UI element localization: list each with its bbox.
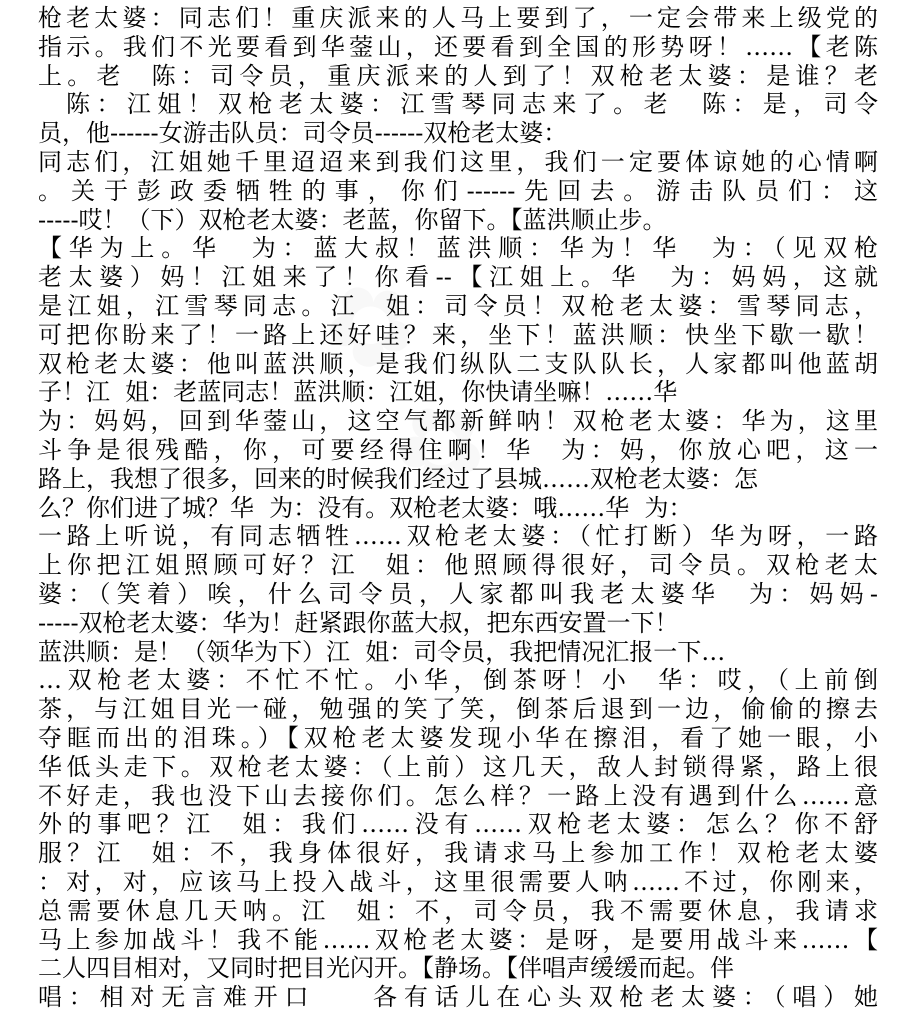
text-line: 茶，与江姐目光一碰，勉强的笑了笑，倒茶后退到一边，偷偷的擦去 [38,695,878,724]
text-line: 指示。我们不光要看到华蓥山，还要看到全国的形势呀！……【老陈 [38,32,878,61]
text-line: 唱：相对无言难开口 各有话儿在心头双枪老太婆：（唱）她 [38,983,878,1011]
text-line: 【华为上。华 为：蓝大叔！蓝洪顺：华为！华 为：（见双枪 [38,234,878,263]
text-line: 路上，我想了很多，回来的时候我们经过了县城……双枪老太婆：怎 [38,464,758,493]
text-line: 双枪老太婆：他叫蓝洪顺，是我们纵队二支队队长，人家都叫他蓝胡 [38,349,878,378]
text-line: 马上参加战斗！我不能……双枪老太婆：是呀，是要用战斗来……【 [38,925,878,954]
text-line: 员，他------女游击队员：司令员------双枪老太婆： [38,119,568,148]
watermark: ✿ ✿ [298,245,512,524]
text-line: 斗争是很残酷，你，可要经得住啊！华 为：妈，你放心吧，这一 [38,436,878,464]
text-line: 婆：（笑着）唉，什么司令员，人家都叫我老太婆华 为：妈妈- [38,580,878,608]
text-line: 同志们，江姐她千里迢迢来到我们这里，我们一定要体谅她的心情啊 [38,148,878,176]
text-line: 老太婆）妈！江姐来了！你看--【江姐上。华 为：妈妈，这就 [38,263,878,292]
text-line: 枪老太婆：同志们！重庆派来的人马上要到了，一定会带来上级党的 [38,4,878,32]
text-line: 陈：江姐！双枪老太婆：江雪琴同志来了。老 陈：是，司令 [38,90,878,119]
text-line: 夺眶而出的泪珠。）【双枪老太婆发现小华在擦泪，看了她一眼，小 [38,724,878,752]
text-line: 一路上听说，有同志牺牲……双枪老太婆：（忙打断）华为呀，一路 [38,522,878,551]
text-line: 为：妈妈，回到华蓥山，这空气都新鲜呐！双枪老太婆：华为，这里 [38,407,878,436]
text-line: 总需要休息几天呐。江 姐：不，司令员，我不需要休息，我请求 [38,896,878,925]
text-line: 么？你们进了城？华 为：没有。双枪老太婆：哦……华 为： [38,493,693,522]
text-line: 外的事吧？江 姐：我们……没有……双枪老太婆：怎么？你不舒 [38,810,878,839]
text-line: 可把你盼来了！一路上还好哇？来，坐下！蓝洪顺：快坐下歇一歇！ [38,320,878,349]
text-line: 二人四目相对，又同时把目光闪开。【静场。【伴唱声缓缓而起。伴 [38,954,734,983]
text-line: ：对，对，应该马上投入战斗，这里很需要人呐……不过，你刚来， [38,868,878,896]
text-line: 不好走，我也没下山去接你们。怎么样？一路上没有遇到什么……意 [38,781,878,810]
text-line: 上。老 陈：司令员，重庆派来的人到了！双枪老太婆：是谁？老 [38,61,878,90]
text-line: -----哎！（下）双枪老太婆：老蓝，你留下。【蓝洪顺止步。 [38,205,667,234]
text-line: 服？江 姐：不，我身体很好，我请求马上参加工作！双枪老太婆 [38,839,878,868]
text-line: 。关于彭政委牺牲的事，你们------先回去。游击队员们：这 [38,176,878,205]
text-line: 蓝洪顺：是！（领华为下）江 姐：司令员，我把情况汇报一下… [38,637,726,666]
text-line: 子！江 姐：老蓝同志！蓝洪顺：江姐，你快请坐嘛！……华 [38,378,678,407]
text-line: -----双枪老太婆：华为！赶紧跟你蓝大叔，把东西安置一下！ [38,608,679,637]
text-line: 是江姐，江雪琴同志。江 姐：司令员！双枪老太婆：雪琴同志， [38,292,878,320]
text-line: 华低头走下。双枪老太婆：（上前）这几天，敌人封锁得紧，路上很 [38,752,878,781]
text-line: 上你把江姐照顾可好？江 姐：他照顾得很好，司令员。双枪老太 [38,551,878,580]
text-line: …双枪老太婆：不忙不忙。小华，倒茶呀！小 华：哎，（上前倒 [38,666,878,695]
